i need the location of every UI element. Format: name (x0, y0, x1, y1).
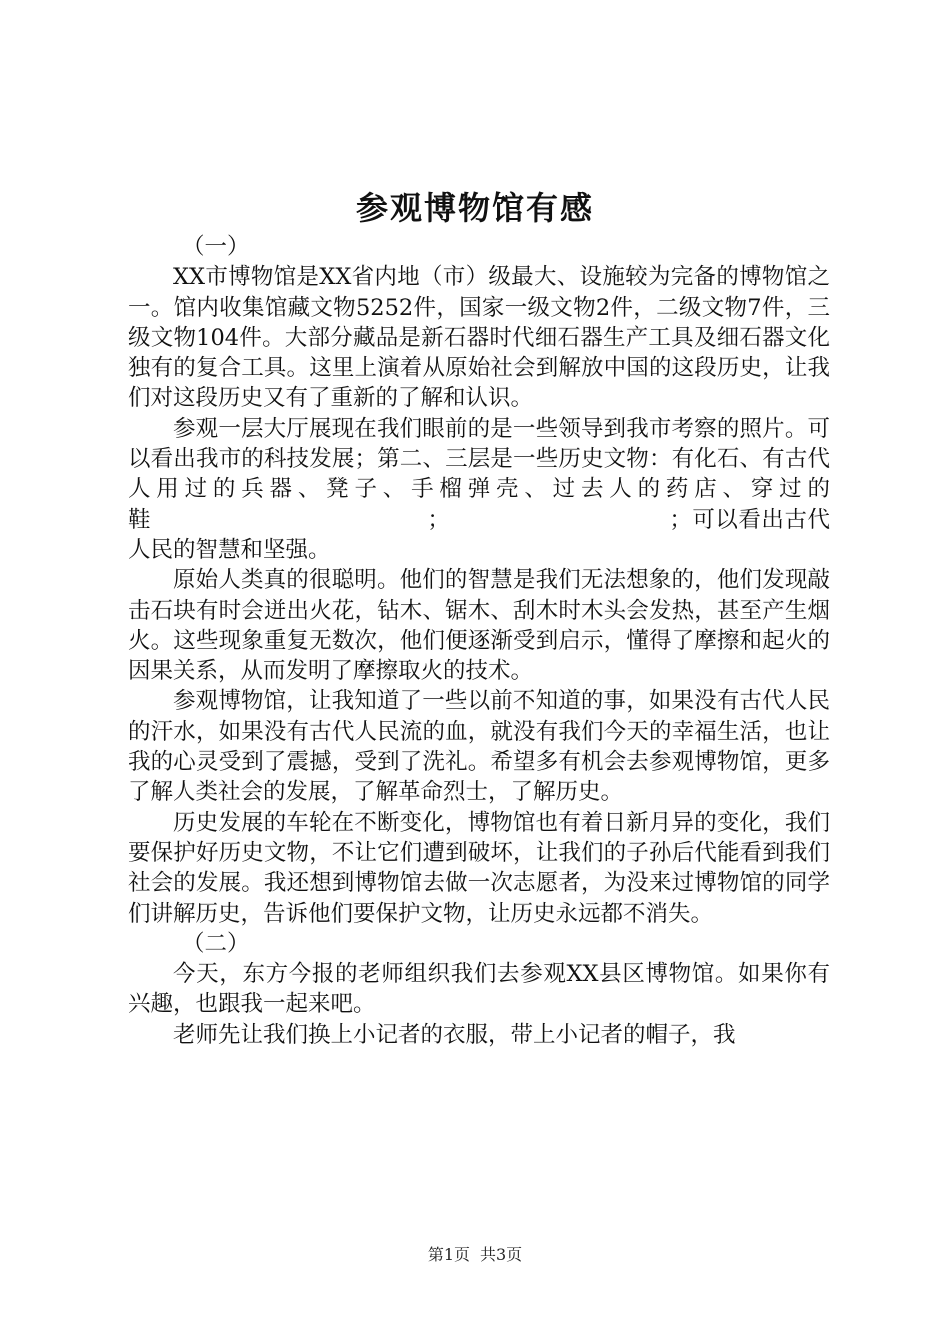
section-heading-2: （二） (182, 930, 250, 957)
paragraph: XX市博物馆是XX省内地（市）级最大、设施较为完备的博物馆之一。馆内收集馆藏文物5252件，国家一级文物2件，二级文物7件，三级文物104件。大部分藏品是新石器时代细石器生产工具及细石器文化独有的复合工具。这里上演着从原始社会到解放中国的这段历史，让我们对这段历史又有了重新的了解和认识。 (128, 264, 830, 412)
paragraph: 参观一层大厅展现在我们眼前的是一些领导到我市考察的照片。可以看出我市的科技发展；第二、三层是一些历史文物：有化石、有古代人用过的兵器、凳子、手榴弹壳、过去人的药店、穿过的鞋 ； ；可以看出古代人民的智慧和坚强。 (128, 415, 830, 563)
paragraph: 原始人类真的很聪明。他们的智慧是我们无法想象的，他们发现敲击石块有时会迸出火花，钻木、锯木、刮木时木头会发热，甚至产生烟火。这些现象重复无数次，他们便逐渐受到启示，懂得了摩擦和起火的因果关系，从而发明了摩擦取火的技术。 (128, 567, 830, 685)
paragraph: 历史发展的车轮在不断变化，博物馆也有着日新月异的变化，我们要保护好历史文物，不让它们遭到破坏，让我们的子孙后代能看到我们社会的发展。我还想到博物馆去做一次志愿者，为没来过博物馆的同学们讲解历史，告诉他们要保护文物，让历史永远都不消失。 (128, 809, 830, 927)
page-number-current: 第1页 (427, 1245, 470, 1264)
paragraph: 今天，东方今报的老师组织我们去参观XX县区博物馆。如果你有兴趣，也跟我一起来吧。 (128, 961, 830, 1018)
document-body (128, 232, 830, 1050)
paragraph: 参观博物馆，让我知道了一些以前不知道的事，如果没有古代人民的汗水，如果没有古代人民流的血，就没有我们今天的幸福生活，也让我的心灵受到了震撼，受到了洗礼。希望多有机会去参观博物馆，更多了解人类社会的发展，了解革命烈士，了解历史。 (128, 688, 830, 806)
page-footer (0, 1244, 950, 1266)
page-number-total: 共3页 (480, 1245, 523, 1264)
paragraph: 老师先让我们换上小记者的衣服，带上小记者的帽子，我 (173, 1021, 736, 1048)
section-heading-1: （一） (182, 234, 250, 260)
page-title: 参观博物馆有感 (355, 189, 594, 227)
